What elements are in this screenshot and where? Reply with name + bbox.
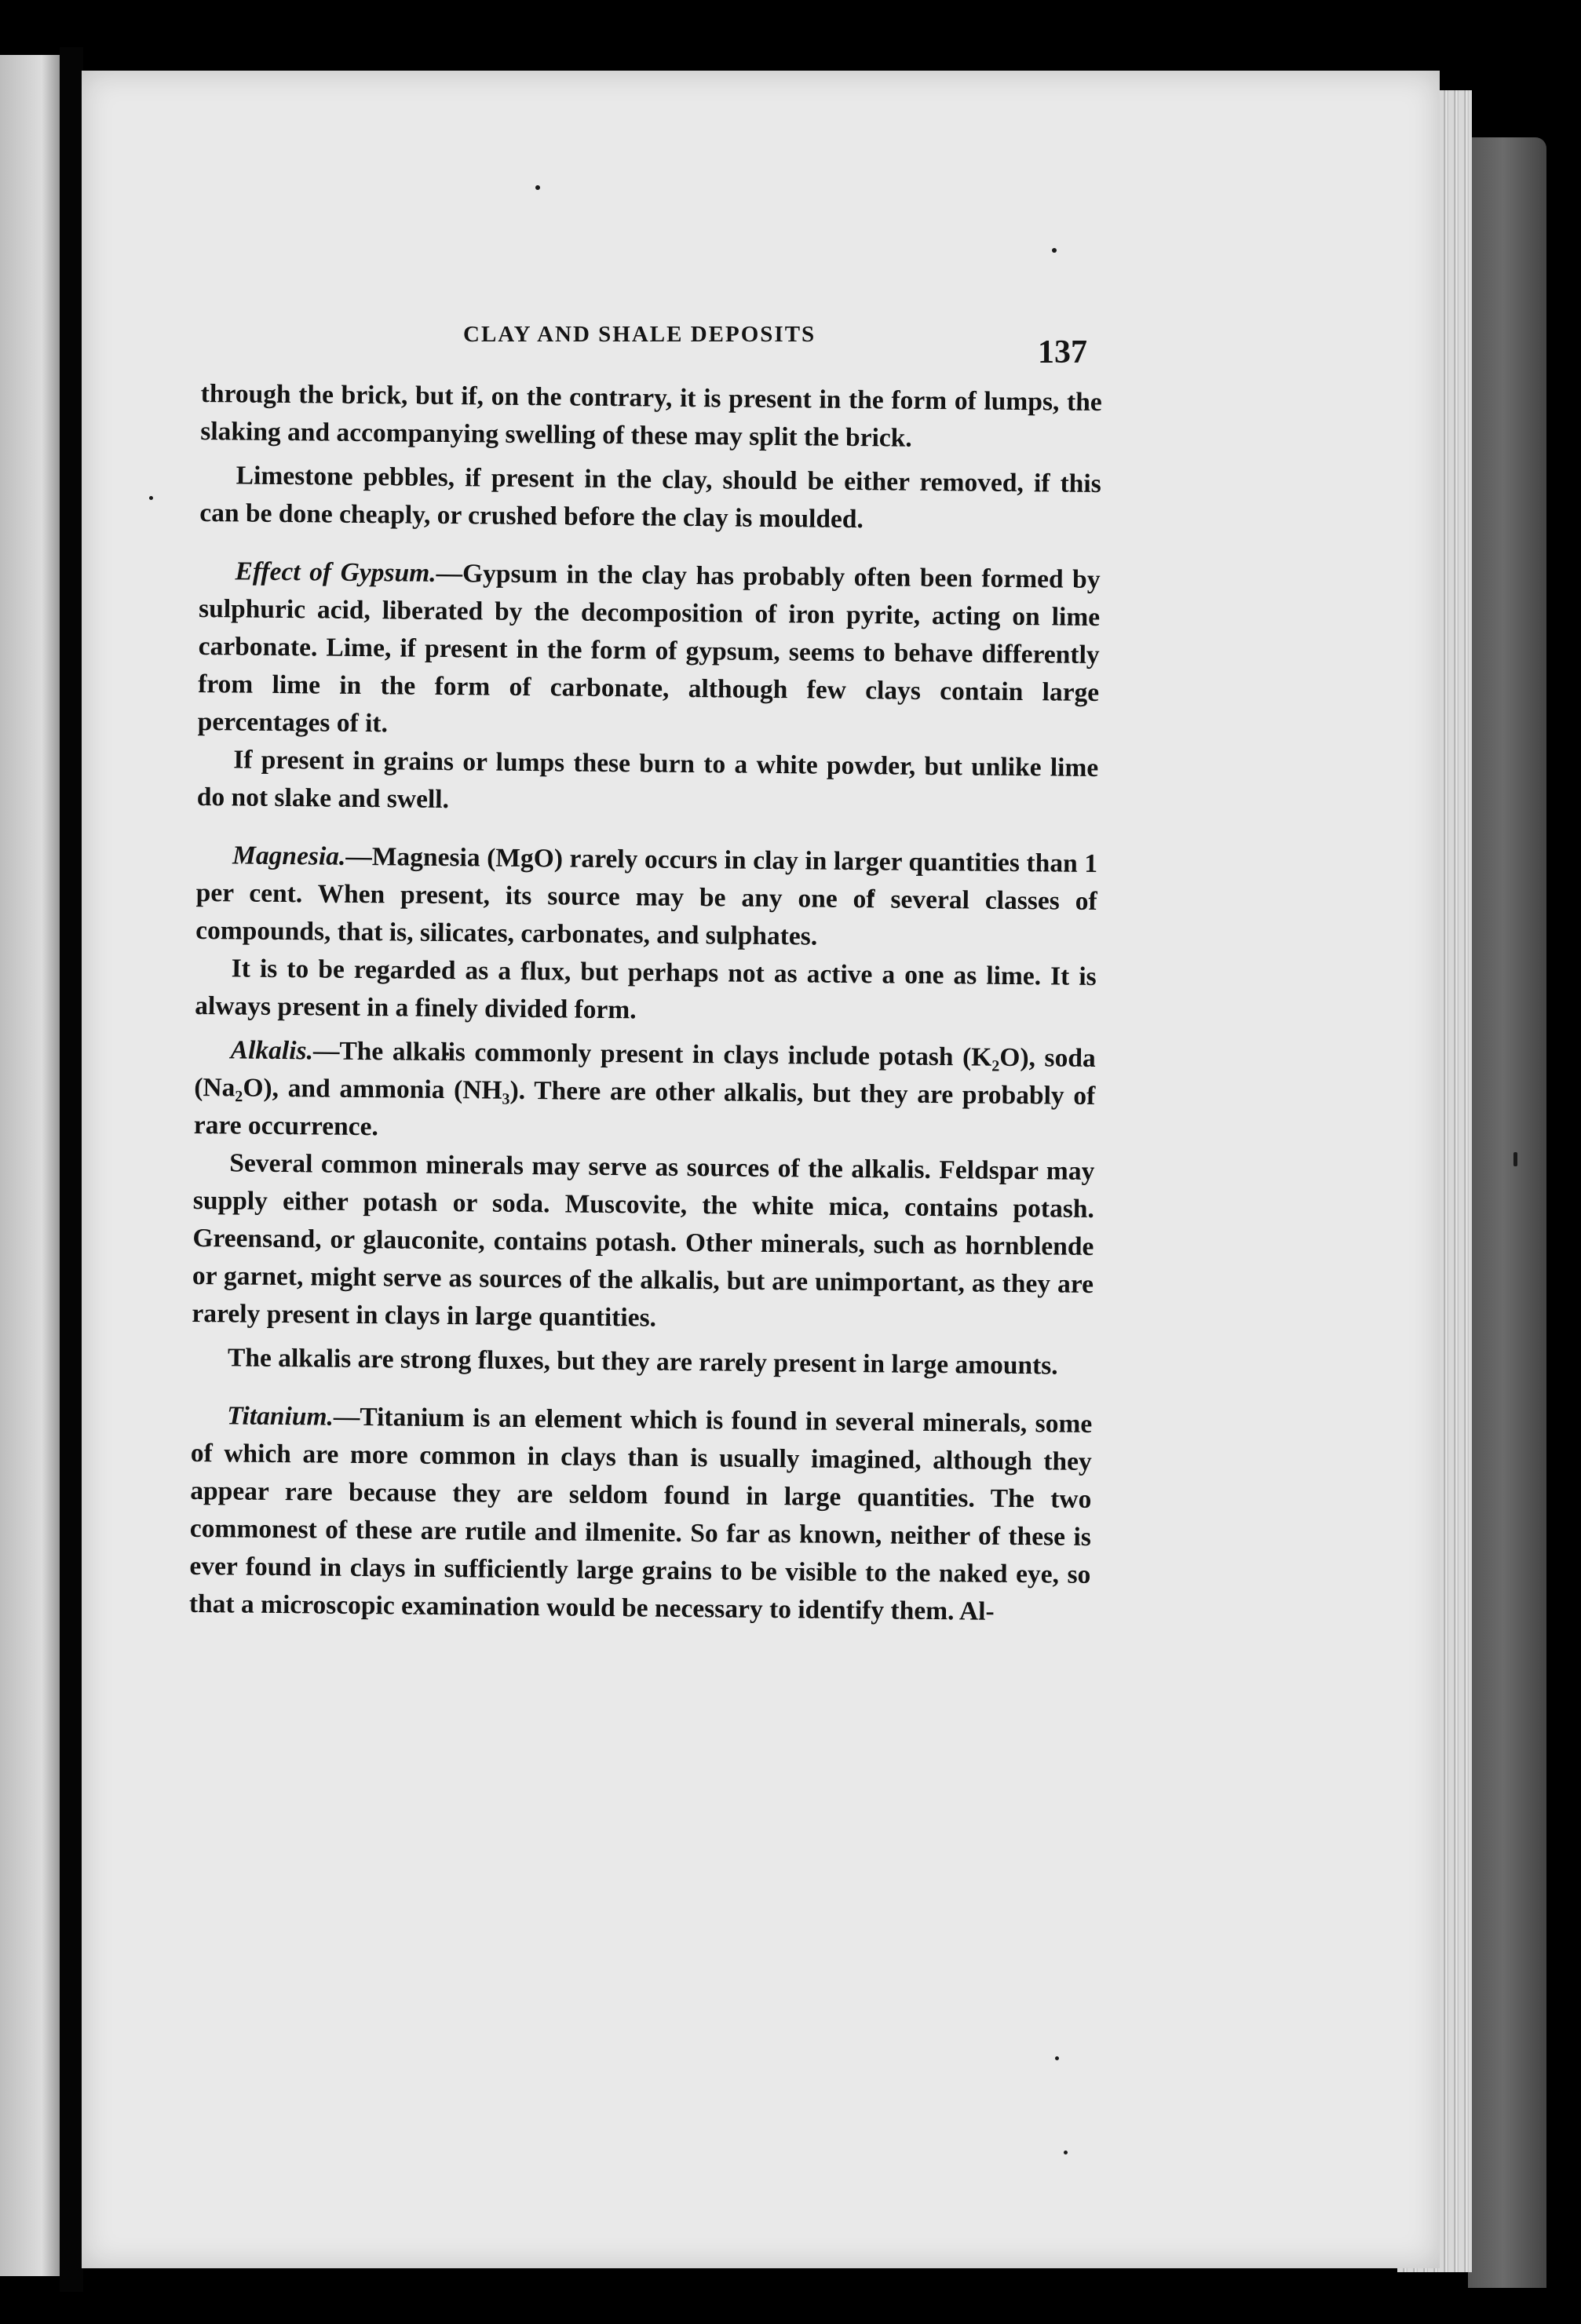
scan-speck (1064, 2151, 1068, 2154)
facing-page-edge (0, 55, 60, 2276)
paragraph-text: Limestone pebbles, if present in the clay, should be either removed, if this can be done cheaply, or crushed before the clay is moulded. (199, 461, 1101, 534)
paragraph (198, 553, 1101, 750)
scan-speck (535, 185, 540, 190)
paragraph-text: —Titanium is an element which is found in several minerals, some of which are more common in clays than is usually imagined, although they appear rare because they are seldom found in large quantities. The two commonest of these are rutile and ilmenite. So far as known, neither of these is ever found in clays in sufficiently large grains to be visible to the naked eye, so that a microscopic examination would be necessary to identify them. Al- (188, 1402, 1093, 1626)
paragraph (195, 837, 1097, 958)
scan-speck (1055, 2056, 1059, 2060)
paragraph-text: It is to be regarded as a flux, but perhaps not as active a one as lime. It is always present in a finely divided form. (195, 954, 1097, 1025)
book-gutter (60, 47, 83, 2292)
paragraph-heading: Magnesia. (232, 841, 346, 871)
scan-speck (149, 496, 153, 500)
paragraph (192, 1144, 1094, 1341)
paragraph-text: through the brick, but if, on the contrary, it is present in the form of lumps, the slaking and accompanying swelling of these may split the brick. (200, 378, 1102, 453)
back-cover-edge (1468, 137, 1546, 2288)
paragraph (194, 1031, 1096, 1153)
page-number: 137 (1038, 334, 1087, 370)
paragraph-heading: Titanium. (227, 1401, 334, 1432)
paragraph (192, 1339, 1093, 1385)
paragraph-text: The alkalis are strong fluxes, but they are rarely present in large amounts. (227, 1343, 1058, 1381)
paragraph-text: If present in grains or lumps these burn to a white powder, but unlike lime do not slake and swell. (196, 745, 1099, 815)
body-text (189, 375, 1102, 1632)
paragraph-heading: Alkalis. (230, 1035, 314, 1066)
paragraph-heading: Effect of Gypsum. (235, 556, 436, 588)
scan-speck (1052, 248, 1057, 253)
paragraph-text: —Magnesia (MgO) rarely occurs in clay in larger quantities than 1 per cent. When present, its source may be any one of several classes of compounds, that is, silicates, carbonates, and sulphates. (195, 841, 1098, 951)
paragraph-text: —The alkalis commonly present in clays include potash (K₂O), soda (Na₂O), and ammonia (NH₃). There are other alkalis, but they are probably of rare occurrence. (193, 1036, 1096, 1142)
paragraph (200, 375, 1102, 459)
scan-speck (1513, 1152, 1517, 1166)
running-head: CLAY AND SHALE DEPOSITS (463, 322, 816, 347)
paragraph-text: Several common minerals may serve as sources of the alkalis. Feldspar may supply either potash or soda. Muscovite, the white mica, contains potash. Greensand, or glauconite, contains potash. Other minerals, such as hornblende or garnet, might serve as sources of the alkalis, but are unimportant, as they are rarely present in clays in large quantities. (192, 1148, 1095, 1333)
paragraph-text: —Gypsum in the clay has probably often been formed by sulphuric acid, liberated by the decomposition of iron pyrite, acting on lime carbonate. Lime, if present in the form of gypsum, seems to behave differently from lime in the form of carbonate, although few clays contain large percentages of it. (197, 558, 1101, 739)
paragraph (197, 741, 1099, 825)
paragraph (199, 457, 1101, 541)
paragraph (195, 950, 1097, 1034)
paragraph (189, 1397, 1093, 1632)
